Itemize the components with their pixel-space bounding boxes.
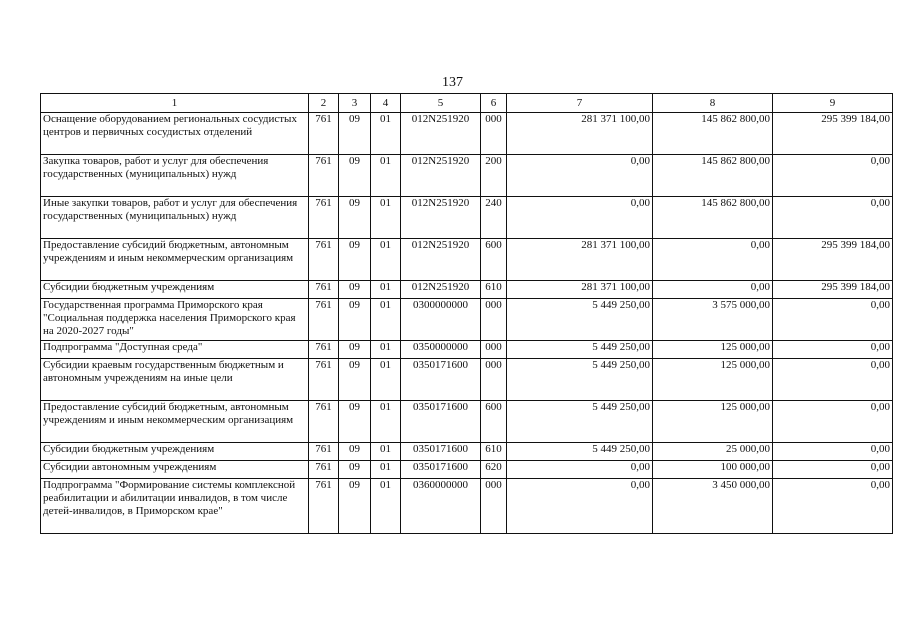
row-name-cell: Закупка товаров, работ и услуг для обеспечения государственных (муниципальных) нужд xyxy=(41,155,309,197)
target-article-cell: 0350171600 xyxy=(401,443,481,461)
header-cell-8: 8 xyxy=(653,94,773,113)
row-name-cell: Оснащение оборудованием региональных сосудистых центров и первичных сосудистых отделений xyxy=(41,113,309,155)
subsection-cell: 01 xyxy=(371,299,401,341)
table-row xyxy=(41,359,893,401)
expense-type-cell: 610 xyxy=(481,443,507,461)
amount-col7-cell: 281 371 100,00 xyxy=(507,281,653,299)
subsection-cell: 01 xyxy=(371,155,401,197)
header-cell-4: 4 xyxy=(371,94,401,113)
table-row xyxy=(41,461,893,479)
table-body xyxy=(41,113,893,534)
header-cell-1: 1 xyxy=(41,94,309,113)
target-article-cell: 0350171600 xyxy=(401,401,481,443)
expense-type-cell: 620 xyxy=(481,461,507,479)
section-cell: 09 xyxy=(339,341,371,359)
subsection-cell: 01 xyxy=(371,341,401,359)
amount-col9-cell: 295 399 184,00 xyxy=(773,281,893,299)
expense-type-cell: 610 xyxy=(481,281,507,299)
target-article-cell: 0360000000 xyxy=(401,479,481,534)
target-article-cell: 012N251920 xyxy=(401,197,481,239)
expense-type-cell: 600 xyxy=(481,401,507,443)
admin-code-cell: 761 xyxy=(309,155,339,197)
amount-col9-cell: 0,00 xyxy=(773,479,893,534)
table-row xyxy=(41,443,893,461)
admin-code-cell: 761 xyxy=(309,281,339,299)
header-cell-7: 7 xyxy=(507,94,653,113)
table-row xyxy=(41,197,893,239)
amount-col9-cell: 0,00 xyxy=(773,443,893,461)
subsection-cell: 01 xyxy=(371,461,401,479)
amount-col7-cell: 5 449 250,00 xyxy=(507,443,653,461)
section-cell: 09 xyxy=(339,299,371,341)
subsection-cell: 01 xyxy=(371,281,401,299)
target-article-cell: 012N251920 xyxy=(401,281,481,299)
amount-col8-cell: 125 000,00 xyxy=(653,401,773,443)
expense-type-cell: 000 xyxy=(481,479,507,534)
row-name-cell: Иные закупки товаров, работ и услуг для обеспечения государственных (муниципальных) нужд xyxy=(41,197,309,239)
amount-col7-cell: 0,00 xyxy=(507,155,653,197)
admin-code-cell: 761 xyxy=(309,359,339,401)
amount-col9-cell: 0,00 xyxy=(773,401,893,443)
row-name-cell: Субсидии бюджетным учреждениям xyxy=(41,443,309,461)
row-name-cell: Субсидии автономным учреждениям xyxy=(41,461,309,479)
expense-type-cell: 000 xyxy=(481,359,507,401)
table-row xyxy=(41,113,893,155)
admin-code-cell: 761 xyxy=(309,113,339,155)
admin-code-cell: 761 xyxy=(309,461,339,479)
subsection-cell: 01 xyxy=(371,197,401,239)
target-article-cell: 012N251920 xyxy=(401,239,481,281)
amount-col7-cell: 0,00 xyxy=(507,479,653,534)
expense-type-cell: 600 xyxy=(481,239,507,281)
amount-col9-cell: 0,00 xyxy=(773,299,893,341)
section-cell: 09 xyxy=(339,113,371,155)
amount-col7-cell: 281 371 100,00 xyxy=(507,239,653,281)
row-name-cell: Подпрограмма "Формирование системы комплексной реабилитации и абилитации инвалидов, в том числе детей-инвалидов, в Приморском крае" xyxy=(41,479,309,534)
section-cell: 09 xyxy=(339,155,371,197)
budget-table xyxy=(40,93,893,534)
subsection-cell: 01 xyxy=(371,479,401,534)
section-cell: 09 xyxy=(339,197,371,239)
row-name-cell: Подпрограмма "Доступная среда" xyxy=(41,341,309,359)
header-cell-9: 9 xyxy=(773,94,893,113)
table-row xyxy=(41,299,893,341)
amount-col9-cell: 0,00 xyxy=(773,341,893,359)
amount-col7-cell: 5 449 250,00 xyxy=(507,299,653,341)
row-name-cell: Предоставление субсидий бюджетным, автономным учреждениям и иным некоммерческим организациям xyxy=(41,401,309,443)
target-article-cell: 0350000000 xyxy=(401,341,481,359)
amount-col8-cell: 100 000,00 xyxy=(653,461,773,479)
section-cell: 09 xyxy=(339,401,371,443)
amount-col9-cell: 0,00 xyxy=(773,461,893,479)
admin-code-cell: 761 xyxy=(309,443,339,461)
header-cell-6: 6 xyxy=(481,94,507,113)
subsection-cell: 01 xyxy=(371,401,401,443)
subsection-cell: 01 xyxy=(371,113,401,155)
section-cell: 09 xyxy=(339,443,371,461)
row-name-cell: Субсидии краевым государственным бюджетным и автономным учреждениям на иные цели xyxy=(41,359,309,401)
admin-code-cell: 761 xyxy=(309,401,339,443)
header-cell-5: 5 xyxy=(401,94,481,113)
admin-code-cell: 761 xyxy=(309,479,339,534)
target-article-cell: 012N251920 xyxy=(401,113,481,155)
subsection-cell: 01 xyxy=(371,359,401,401)
admin-code-cell: 761 xyxy=(309,239,339,281)
header-cell-3: 3 xyxy=(339,94,371,113)
amount-col7-cell: 5 449 250,00 xyxy=(507,341,653,359)
section-cell: 09 xyxy=(339,479,371,534)
target-article-cell: 0300000000 xyxy=(401,299,481,341)
subsection-cell: 01 xyxy=(371,239,401,281)
table-row xyxy=(41,239,893,281)
section-cell: 09 xyxy=(339,461,371,479)
amount-col7-cell: 5 449 250,00 xyxy=(507,359,653,401)
table-row xyxy=(41,341,893,359)
expense-type-cell: 000 xyxy=(481,299,507,341)
section-cell: 09 xyxy=(339,359,371,401)
row-name-cell: Государственная программа Приморского края "Социальная поддержка населения Приморского края на 2020-2027 годы" xyxy=(41,299,309,341)
amount-col8-cell: 145 862 800,00 xyxy=(653,113,773,155)
row-name-cell: Предоставление субсидий бюджетным, автономным учреждениям и иным некоммерческим организациям xyxy=(41,239,309,281)
section-cell: 09 xyxy=(339,281,371,299)
expense-type-cell: 240 xyxy=(481,197,507,239)
header-cell-2: 2 xyxy=(309,94,339,113)
amount-col9-cell: 295 399 184,00 xyxy=(773,239,893,281)
admin-code-cell: 761 xyxy=(309,197,339,239)
section-cell: 09 xyxy=(339,239,371,281)
page-number: 137 xyxy=(442,75,463,90)
target-article-cell: 0350171600 xyxy=(401,359,481,401)
admin-code-cell: 761 xyxy=(309,299,339,341)
target-article-cell: 012N251920 xyxy=(401,155,481,197)
amount-col8-cell: 125 000,00 xyxy=(653,341,773,359)
amount-col7-cell: 5 449 250,00 xyxy=(507,401,653,443)
subsection-cell: 01 xyxy=(371,443,401,461)
table-row xyxy=(41,281,893,299)
amount-col8-cell: 3 450 000,00 xyxy=(653,479,773,534)
amount-col7-cell: 281 371 100,00 xyxy=(507,113,653,155)
amount-col7-cell: 0,00 xyxy=(507,461,653,479)
amount-col9-cell: 0,00 xyxy=(773,197,893,239)
table-row xyxy=(41,479,893,534)
amount-col7-cell: 0,00 xyxy=(507,197,653,239)
amount-col8-cell: 25 000,00 xyxy=(653,443,773,461)
amount-col8-cell: 3 575 000,00 xyxy=(653,299,773,341)
amount-col9-cell: 0,00 xyxy=(773,155,893,197)
expense-type-cell: 000 xyxy=(481,113,507,155)
amount-col8-cell: 145 862 800,00 xyxy=(653,155,773,197)
header-row xyxy=(41,94,893,113)
table-row xyxy=(41,155,893,197)
amount-col9-cell: 0,00 xyxy=(773,359,893,401)
amount-col9-cell: 295 399 184,00 xyxy=(773,113,893,155)
amount-col8-cell: 125 000,00 xyxy=(653,359,773,401)
amount-col8-cell: 145 862 800,00 xyxy=(653,197,773,239)
expense-type-cell: 000 xyxy=(481,341,507,359)
amount-col8-cell: 0,00 xyxy=(653,281,773,299)
row-name-cell: Субсидии бюджетным учреждениям xyxy=(41,281,309,299)
amount-col8-cell: 0,00 xyxy=(653,239,773,281)
expense-type-cell: 200 xyxy=(481,155,507,197)
admin-code-cell: 761 xyxy=(309,341,339,359)
target-article-cell: 0350171600 xyxy=(401,461,481,479)
table-row xyxy=(41,401,893,443)
